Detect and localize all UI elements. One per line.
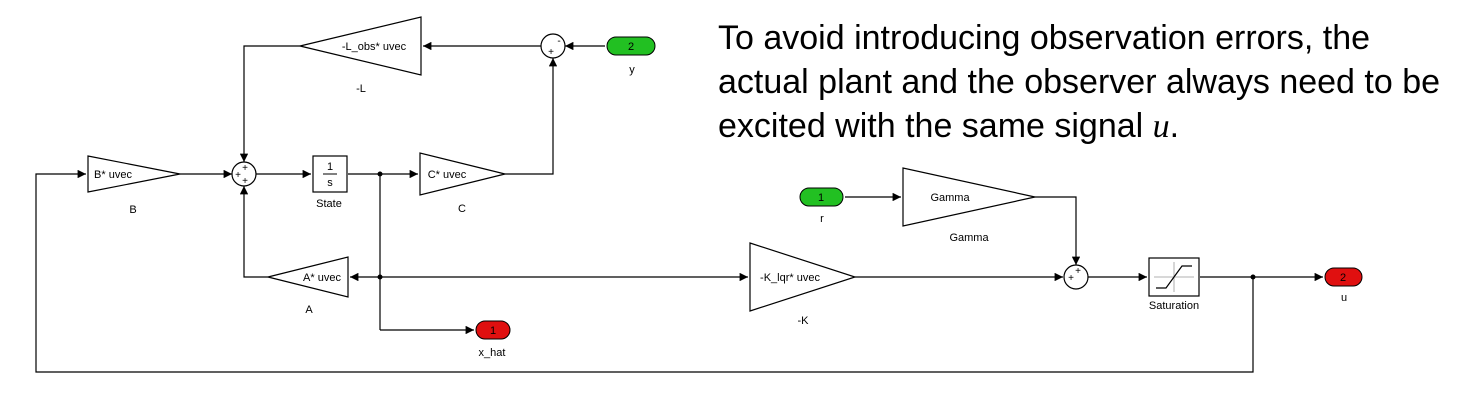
saturation-block[interactable] bbox=[1149, 258, 1199, 296]
gain-L-expr: -L_obs* uvec bbox=[341, 41, 407, 53]
gain-B-block[interactable] bbox=[88, 156, 180, 192]
inport-y-name: y bbox=[629, 64, 635, 76]
outport-xhat[interactable] bbox=[476, 321, 510, 339]
gain-Gamma-name: Gamma bbox=[949, 232, 989, 244]
inport-r-number: 1 bbox=[817, 192, 825, 204]
sum-observer-sign-top: + bbox=[242, 163, 248, 174]
gain-C-expr: C* uvec bbox=[427, 169, 467, 181]
outport-u-number: 2 bbox=[1339, 272, 1347, 284]
gain-K-expr: -K_lqr* uvec bbox=[760, 272, 820, 284]
annotation-period: . bbox=[1169, 107, 1180, 145]
junction-state bbox=[378, 172, 383, 177]
inport-r-name: r bbox=[820, 213, 824, 225]
gain-Gamma-block[interactable] bbox=[903, 168, 1035, 226]
gain-C-name: C bbox=[458, 203, 466, 215]
wire-Gamma-to-sum bbox=[1035, 197, 1076, 265]
gain-K-name: -K bbox=[797, 315, 809, 327]
sum-observer-sign-bottom: + bbox=[242, 176, 248, 187]
gain-Gamma-expr: Gamma bbox=[930, 192, 970, 204]
outport-u[interactable] bbox=[1325, 268, 1362, 286]
wire-C-to-sum bbox=[505, 58, 553, 174]
integrator-den: s bbox=[327, 177, 333, 189]
outport-u-name: u bbox=[1340, 292, 1348, 304]
sum-observer-sign-left: + bbox=[235, 170, 241, 181]
inport-r[interactable] bbox=[800, 188, 843, 206]
gain-B-name: B bbox=[129, 204, 137, 216]
outport-xhat-number: 1 bbox=[489, 325, 497, 337]
inport-y[interactable] bbox=[607, 37, 655, 55]
gain-A-block[interactable] bbox=[268, 257, 348, 297]
sum-error-sign-minus: - bbox=[557, 36, 561, 47]
integrator-num: 1 bbox=[326, 161, 334, 173]
gain-C-block[interactable] bbox=[420, 153, 505, 195]
sum-error-block[interactable] bbox=[541, 34, 565, 58]
gain-A-expr: A* uvec bbox=[303, 272, 341, 284]
sum-control-sign-left: + bbox=[1068, 273, 1074, 284]
gain-B-expr: B* uvec bbox=[94, 169, 132, 181]
gain-L-block[interactable] bbox=[300, 17, 421, 75]
integrator-name: State bbox=[316, 198, 342, 210]
sum-error-sign-plus: + bbox=[548, 47, 554, 58]
saturation-name: Saturation bbox=[1148, 300, 1200, 312]
outport-xhat-name: x_hat bbox=[478, 347, 506, 359]
sum-control-block[interactable] bbox=[1064, 265, 1088, 289]
inport-y-number: 2 bbox=[627, 41, 635, 53]
annotation-text: To avoid introducing observation errors, the actual plant and the observer always need to be excited with the same signal bbox=[718, 19, 1441, 145]
integrator-block[interactable] bbox=[313, 156, 347, 192]
gain-K-block[interactable] bbox=[750, 243, 855, 311]
gain-L-name: -L bbox=[356, 83, 366, 95]
wire-A-to-sum bbox=[244, 186, 268, 277]
gain-A-name: A bbox=[305, 304, 313, 316]
wire-L-to-sum bbox=[244, 46, 300, 162]
annotation-math-u: u bbox=[1152, 108, 1170, 145]
sum-control-sign-top: + bbox=[1075, 266, 1081, 277]
annotation-note bbox=[718, 16, 1458, 149]
sum-observer-block[interactable] bbox=[232, 162, 256, 187]
